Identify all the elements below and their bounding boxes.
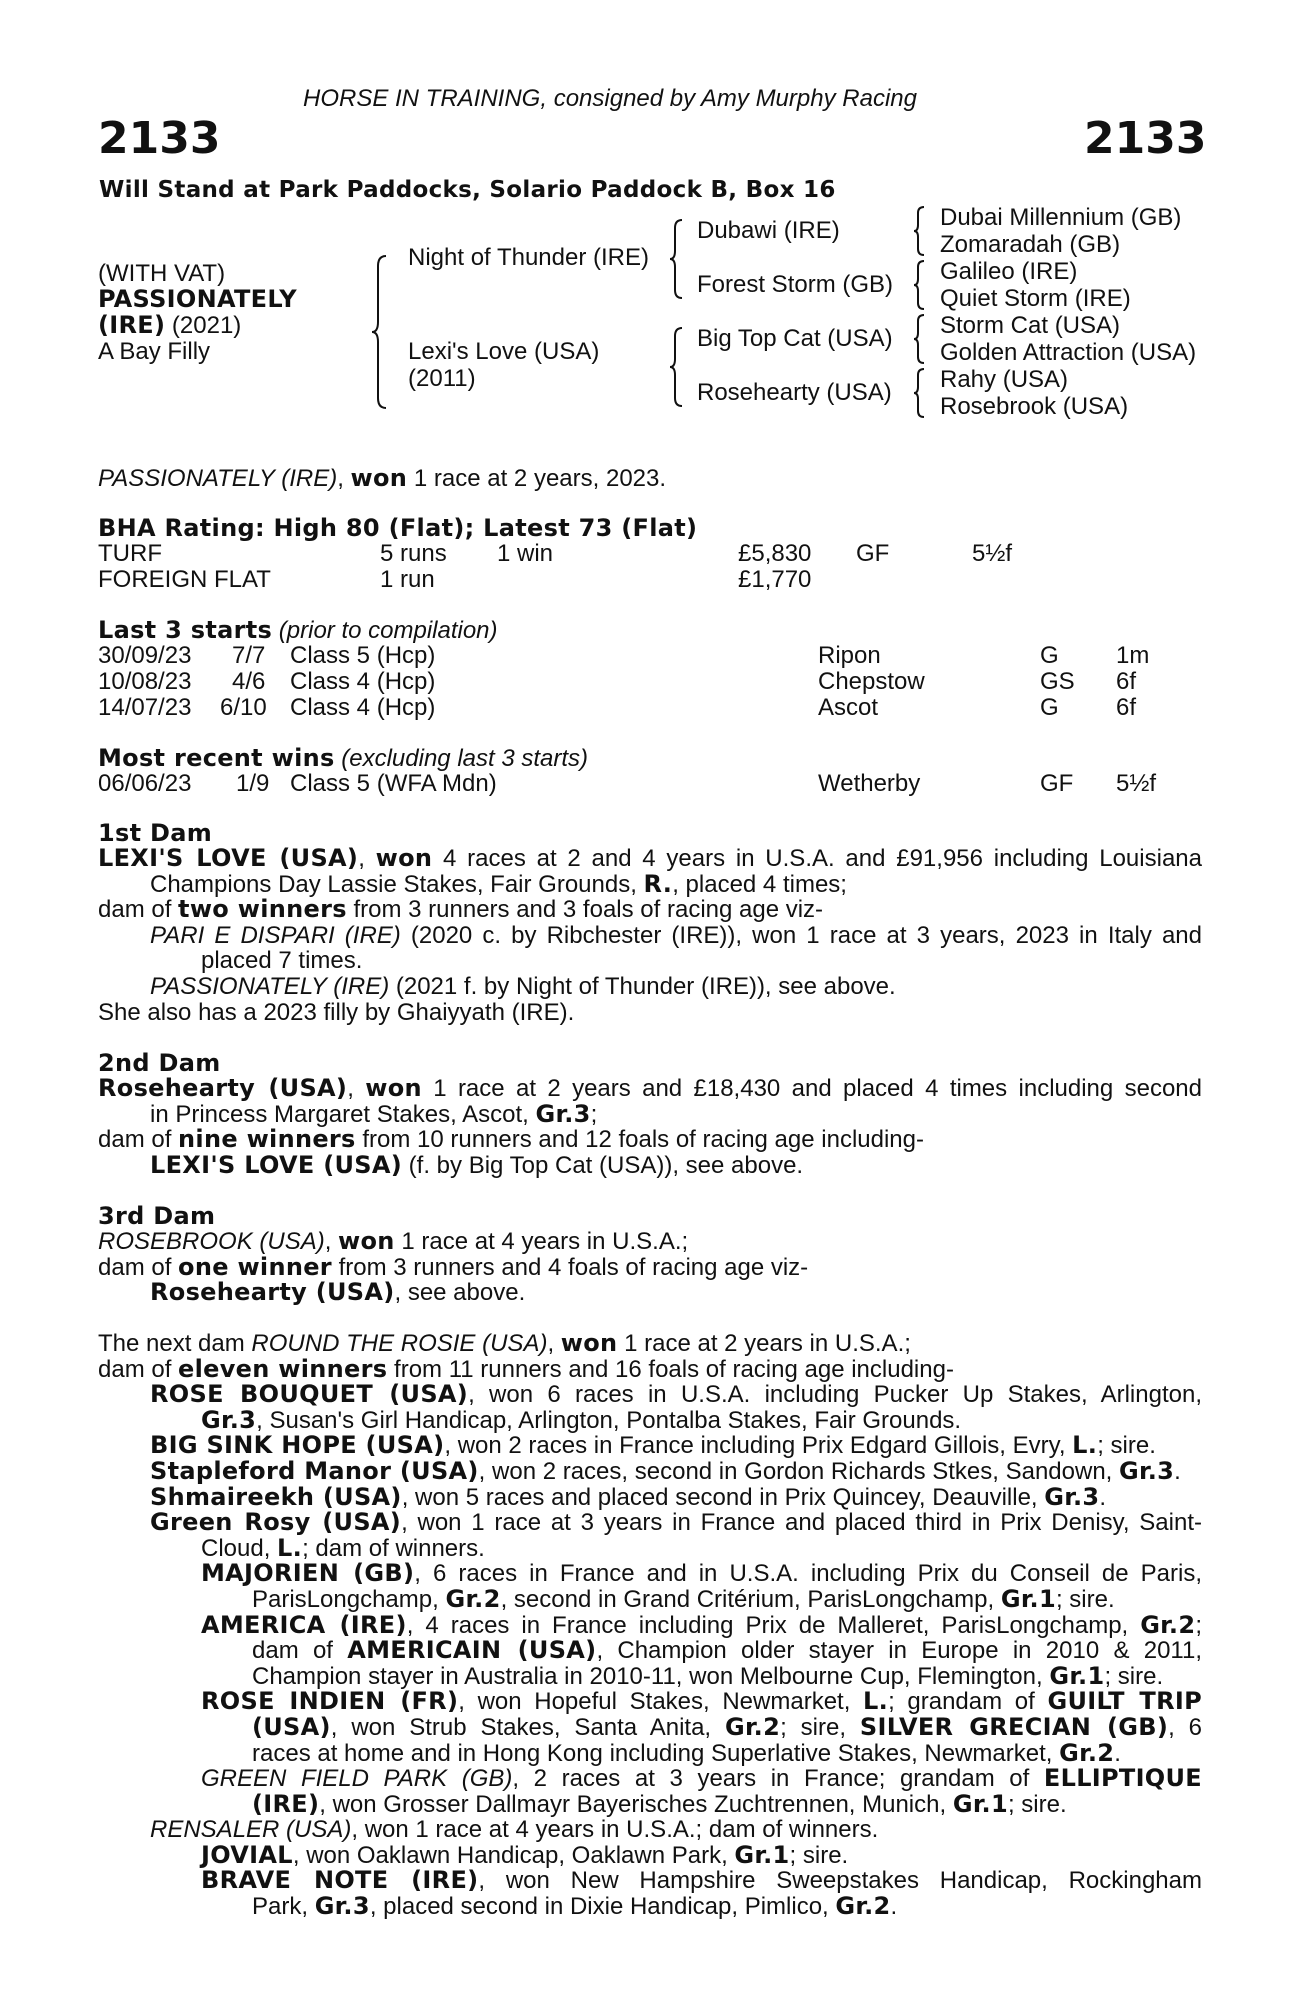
dam1-line — [98, 1000, 1202, 1026]
pedigree-gg-5: Storm Cat (USA) — [940, 312, 1121, 339]
dam2-line — [98, 1099, 1202, 1128]
horse-description: A Bay Filly — [98, 338, 211, 365]
next-dam-line — [98, 1840, 1202, 1869]
pedigree-dam: Lexi's Love (USA) — [408, 338, 600, 365]
text-run: , placed 4 times; — [672, 870, 847, 898]
text-run: placed 7 times. — [201, 947, 363, 975]
win-position: 1/9 — [236, 770, 270, 797]
next-dam-text — [98, 1331, 1202, 1920]
last-starts-title: Last 3 starts — [98, 616, 273, 644]
text-run: (2021 f. by Night of Thunder (IRE)), see above. — [389, 972, 896, 1000]
next-dam-line — [98, 1533, 1202, 1562]
pedigree-dam-dam: Rosehearty (USA) — [697, 379, 892, 406]
text-run: , — [358, 845, 376, 872]
last-starts-note: (prior to compilation) — [272, 617, 498, 644]
text-run: , won Oaklawn Handicap, Oaklawn Park, — [292, 1841, 735, 1869]
pedigree-sire-dam: Forest Storm (GB) — [697, 271, 894, 298]
dam1-line — [98, 948, 1202, 974]
horse-year: (2021) — [165, 312, 242, 339]
text-run: , won 6 races in U.S.A. including Pucker Up Stakes, Arlington, — [468, 1381, 1202, 1409]
recent-wins-title: Most recent wins — [98, 744, 335, 772]
dam3-heading: 3rd Dam — [98, 1202, 216, 1230]
bold-run: Gr.3 — [1044, 1482, 1100, 1511]
start-distance: 6f — [1116, 668, 1137, 695]
start-date: 30/09/23 — [98, 642, 192, 669]
next-dam-line — [98, 1331, 1202, 1357]
text-run: from 10 runners and 12 foals of racing age including- — [355, 1126, 924, 1154]
next-dam-line — [98, 1817, 1202, 1843]
summary-sep: , — [337, 465, 351, 492]
bold-run: Stapleford Manor (USA) — [150, 1456, 479, 1485]
text-run: Cloud, — [201, 1534, 278, 1562]
bold-run: Gr.2 — [835, 1892, 891, 1921]
pedigree-dam-year: (2011) — [408, 365, 476, 392]
lot-number-right: 2133 — [1084, 113, 1207, 164]
next-dam-line — [98, 1354, 1202, 1383]
bold-run: Gr.2 — [724, 1712, 781, 1741]
text-run: Champion stayer in Australia in 2010-11, won Melbourne Cup, Flemington, — [252, 1662, 1050, 1690]
text-run: ; — [590, 1100, 598, 1128]
bold-run: won — [338, 1227, 395, 1255]
text-run: , placed second in Dixie Handicap, Pimlico, — [369, 1893, 836, 1921]
bold-run: won — [365, 1074, 422, 1102]
bold-run: Green Rosy (USA) — [150, 1508, 402, 1537]
horse-name: PASSIONATELY — [98, 285, 297, 313]
text-run: ; sire. — [1007, 1790, 1067, 1818]
text-run: (2020 c. by Ribchester (IRE)), won 1 race at 3 years, 2023 in Italy and — [400, 921, 1203, 949]
start-date: 10/08/23 — [98, 668, 192, 695]
next-dam-line — [98, 1456, 1202, 1485]
italic-run: ROSEBROOK (USA) — [98, 1228, 325, 1255]
win-date: 06/06/23 — [98, 770, 192, 797]
bold-run: L. — [863, 1687, 889, 1716]
next-dam-line — [98, 1894, 1202, 1920]
text-run: dam of — [98, 1355, 179, 1383]
win-course: Wetherby — [818, 770, 921, 797]
bold-run: GUILT TRIP — [1047, 1687, 1202, 1716]
dam1-line — [98, 923, 1202, 949]
text-run: ; sire, — [780, 1713, 860, 1741]
bold-run: AMERICAIN (USA) — [347, 1636, 597, 1665]
bold-run: (IRE) — [252, 1789, 320, 1818]
start-date: 14/07/23 — [98, 694, 192, 721]
vat-note: (WITH VAT) — [98, 260, 226, 287]
dam1-line — [98, 869, 1202, 898]
bold-run: JOVIAL — [201, 1840, 293, 1869]
bold-run: Gr.1 — [952, 1789, 1008, 1818]
dam3-text — [98, 1229, 1202, 1306]
win-going: GF — [1040, 770, 1074, 797]
start-distance: 6f — [1116, 694, 1137, 721]
bold-run: Gr.3 — [535, 1099, 591, 1128]
recent-wins-heading — [98, 745, 588, 772]
dam1-line — [98, 897, 1202, 923]
dam2-text — [98, 1076, 1202, 1178]
rating-turf-distance: 5½f — [972, 540, 1013, 567]
text-run: 1 race at 2 years in U.S.A.; — [617, 1330, 911, 1357]
rating-turf-going: GF — [856, 540, 890, 567]
text-run: ; sire. — [789, 1841, 849, 1869]
bold-run: (USA) — [252, 1712, 331, 1741]
text-run: ; sire. — [1104, 1662, 1164, 1690]
rating-foreign-runs: 1 run — [380, 566, 435, 593]
rating-turf-wins: 1 win — [497, 540, 554, 567]
text-run: She also has a 2023 filly by Ghaiyyath (IRE). — [98, 998, 575, 1026]
text-run: , won Grosser Dallmayr Bayerisches Zuchtrennen, Munich, — [319, 1790, 953, 1818]
bold-run: Shmaireekh (USA) — [150, 1482, 402, 1511]
pedigree-dam-sire: Big Top Cat (USA) — [697, 325, 893, 352]
text-run: , won 1 race at 4 years in U.S.A.; dam of winners. — [351, 1816, 879, 1844]
summary-won: won — [350, 464, 408, 492]
pedigree-brace-dam — [668, 326, 686, 408]
text-run: , second in Grand Critérium, ParisLongchamp, — [500, 1585, 1001, 1613]
win-distance: 5½f — [1116, 770, 1157, 797]
pedigree-gg-3: Galileo (IRE) — [940, 258, 1078, 285]
next-dam-line — [98, 1638, 1202, 1664]
text-run: ; grandam of — [888, 1688, 1048, 1716]
bold-run: Gr.1 — [1000, 1584, 1056, 1613]
bold-run: ELLIPTIQUE — [1043, 1764, 1202, 1793]
rating-foreign-label: FOREIGN FLAT — [98, 566, 271, 593]
start-course: Ascot — [818, 694, 879, 721]
bold-run: R. — [643, 869, 673, 898]
pedigree-brace-g2 — [912, 259, 928, 311]
text-run: ; sire. — [1055, 1585, 1115, 1613]
dam3-line — [98, 1280, 1202, 1306]
bold-run: LEXI'S LOVE (USA) — [150, 1150, 403, 1179]
text-run: , 6 — [1168, 1713, 1202, 1741]
start-class: Class 4 (Hcp) — [290, 668, 436, 695]
text-run: , — [324, 1228, 339, 1255]
dam2-heading: 2nd Dam — [98, 1049, 221, 1077]
bold-run: Gr.3 — [201, 1405, 257, 1434]
text-run: , — [547, 1330, 561, 1357]
start-class: Class 5 (Hcp) — [290, 642, 436, 669]
text-run: , 2 races at 3 years in France; grandam of — [512, 1765, 1044, 1793]
bold-run: Gr.2 — [1140, 1610, 1196, 1639]
next-dam-line — [98, 1510, 1202, 1536]
start-position: 4/6 — [232, 668, 266, 695]
start-going: G — [1040, 694, 1059, 721]
start-distance: 1m — [1116, 642, 1150, 669]
text-run: 1 race at 2 years and £18,430 and placed 4 times including second — [421, 1075, 1202, 1102]
text-run: Park, — [252, 1893, 315, 1921]
pedigree-gg-8: Rosebrook (USA) — [940, 393, 1129, 420]
text-run: , won Hopeful Stakes, Newmarket, — [458, 1688, 864, 1716]
start-position: 6/10 — [220, 694, 267, 721]
next-dam-line — [98, 1610, 1202, 1639]
next-dam-line — [98, 1405, 1202, 1434]
text-run: from 11 runners and 16 foals of racing age including- — [387, 1355, 954, 1383]
race-summary — [98, 465, 666, 492]
pedigree-brace-sire — [668, 218, 686, 300]
consignment-line: HORSE IN TRAINING, consigned by Amy Murphy Racing — [303, 85, 917, 112]
text-run: , 4 races in France including Prix de Malleret, ParisLongchamp, — [406, 1611, 1141, 1639]
stand-location: Will Stand at Park Paddocks, Solario Paddock B, Box 16 — [99, 177, 836, 203]
text-run: . — [1114, 1739, 1121, 1767]
pedigree-gg-2: Zomaradah (GB) — [940, 231, 1121, 258]
horse-country: (IRE) — [98, 311, 166, 339]
italic-run: GREEN FIELD PARK (GB) — [201, 1765, 513, 1793]
text-run: Champions Day Lassie Stakes, Fair Grounds, — [150, 870, 644, 898]
text-run: ; sire. — [1097, 1432, 1156, 1460]
text-run: The next dam — [98, 1330, 252, 1357]
text-run: races at home and in Hong Kong including Superlative Stakes, Newmarket, — [252, 1739, 1060, 1767]
text-run: (f. by Big Top Cat (USA)), see above. — [402, 1151, 804, 1179]
bold-run: one winner — [178, 1252, 332, 1281]
dam3-line — [98, 1252, 1202, 1281]
start-class: Class 4 (Hcp) — [290, 694, 436, 721]
pedigree-brace-main — [370, 254, 390, 410]
text-run: 4 races at 2 and 4 years in U.S.A. and £91,956 including Louisiana — [432, 845, 1202, 872]
text-run: , won 2 races, second in Gordon Richards Stkes, Sandown, — [478, 1457, 1120, 1485]
pedigree-brace-g3 — [912, 313, 928, 365]
bold-run: SILVER GRECIAN (GB) — [859, 1712, 1169, 1741]
bold-run: ROSE BOUQUET (USA) — [150, 1380, 469, 1409]
bold-run: Gr.3 — [314, 1892, 370, 1921]
bold-run: Gr.1 — [1049, 1661, 1105, 1690]
pedigree-gg-7: Rahy (USA) — [940, 366, 1069, 393]
dam2-line — [98, 1150, 1202, 1179]
bold-run: AMERICA (IRE) — [201, 1610, 407, 1639]
pedigree-gg-6: Golden Attraction (USA) — [940, 339, 1197, 366]
text-run: , won 1 race at 3 years in France and placed third in Prix Denisy, Saint- — [401, 1509, 1202, 1537]
italic-run: PARI E DISPARI (IRE) — [150, 921, 401, 949]
text-run: ; dam of winners. — [302, 1534, 485, 1562]
rating-turf-runs: 5 runs — [380, 540, 447, 567]
text-run: dam of — [98, 896, 179, 924]
dam3-line — [98, 1229, 1202, 1255]
text-run: ; — [1195, 1611, 1202, 1639]
text-run: dam of — [98, 1253, 179, 1281]
bold-run: eleven winners — [178, 1354, 388, 1383]
italic-run: PASSIONATELY (IRE) — [150, 972, 390, 1000]
text-run: , Susan's Girl Handicap, Arlington, Pontalba Stakes, Fair Grounds. — [256, 1406, 962, 1434]
next-dam-line — [98, 1868, 1202, 1894]
text-run: , won Strub Stakes, Santa Anita, — [330, 1713, 725, 1741]
text-run: from 3 runners and 3 foals of racing age viz- — [346, 896, 824, 924]
next-dam-line — [98, 1661, 1202, 1690]
text-run: , 6 races in France and in U.S.A. including Prix du Conseil de Paris, — [414, 1560, 1202, 1588]
bold-run: LEXI'S LOVE (USA) — [98, 844, 359, 872]
bold-run: won — [375, 844, 433, 872]
text-run: 1 race at 4 years in U.S.A.; — [394, 1228, 689, 1255]
text-run: , Champion older stayer in Europe in 2010 & 2011, — [596, 1637, 1202, 1665]
dam2-line — [98, 1127, 1202, 1153]
text-run: from 3 runners and 4 foals of racing age viz- — [331, 1253, 809, 1281]
dam2-line — [98, 1076, 1202, 1102]
text-run: , won 5 races and placed second in Prix Quincey, Deauville, — [401, 1483, 1045, 1511]
text-run: . — [890, 1893, 898, 1921]
last-starts-heading — [98, 617, 498, 644]
text-run: . — [1099, 1483, 1107, 1511]
pedigree-brace-g4 — [912, 367, 928, 419]
bold-run: Rosehearty (USA) — [98, 1074, 348, 1102]
bold-run: Gr.2 — [445, 1584, 501, 1613]
pedigree-gg-1: Dubai Millennium (GB) — [940, 204, 1182, 231]
dam1-line — [98, 974, 1202, 1000]
italic-run: RENSALER (USA) — [150, 1816, 352, 1844]
text-run: dam of — [252, 1637, 348, 1665]
summary-horse-name: PASSIONATELY (IRE) — [98, 465, 338, 492]
text-run: in Princess Margaret Stakes, Ascot, — [150, 1100, 536, 1128]
next-dam-line — [98, 1712, 1202, 1741]
pedigree-gg-4: Quiet Storm (IRE) — [940, 285, 1131, 312]
start-course: Ripon — [818, 642, 881, 669]
bold-run: Gr.3 — [1119, 1456, 1175, 1485]
text-run: , won New Hampshire Sweepstakes Handicap, Rockingham — [478, 1867, 1202, 1895]
start-course: Chepstow — [818, 668, 925, 695]
bold-run: nine winners — [178, 1125, 356, 1154]
dam1-heading: 1st Dam — [98, 819, 213, 847]
bold-run: L. — [277, 1533, 303, 1562]
next-dam-line — [98, 1482, 1202, 1511]
dam1-text — [98, 846, 1202, 1025]
win-class: Class 5 (WFA Mdn) — [290, 770, 497, 797]
pedigree-sire-sire: Dubawi (IRE) — [697, 217, 840, 244]
rating-foreign-prize: £1,770 — [738, 566, 812, 593]
rating-heading: BHA Rating: High 80 (Flat); Latest 73 (Flat) — [98, 514, 698, 542]
bold-run: MAJORIEN (GB) — [201, 1559, 415, 1588]
bold-run: two winners — [178, 895, 347, 924]
italic-run: ROUND THE ROSIE (USA) — [251, 1330, 548, 1357]
bold-run: won — [560, 1329, 618, 1357]
horse-suffix-year — [98, 312, 241, 339]
dam1-line — [98, 846, 1202, 872]
start-position: 7/7 — [232, 642, 266, 669]
next-dam-line — [98, 1789, 1202, 1818]
pedigree-brace-g1 — [912, 205, 928, 257]
pedigree-sire: Night of Thunder (IRE) — [408, 244, 649, 271]
text-run: , — [347, 1075, 366, 1102]
bold-run: Gr.1 — [734, 1840, 790, 1869]
text-run: . — [1174, 1457, 1181, 1485]
next-dam-line — [98, 1689, 1202, 1715]
next-dam-line — [98, 1738, 1202, 1767]
next-dam-line — [98, 1382, 1202, 1408]
bold-run: L. — [1072, 1431, 1098, 1460]
start-going: GS — [1040, 668, 1075, 695]
next-dam-line — [98, 1561, 1202, 1587]
text-run: dam of — [98, 1126, 179, 1154]
recent-wins-note: (excluding last 3 starts) — [334, 745, 589, 772]
next-dam-line — [98, 1766, 1202, 1792]
next-dam-line — [98, 1584, 1202, 1613]
text-run: , won 2 races in France including Prix Edgard Gillois, Evry, — [444, 1432, 1073, 1460]
bold-run: ROSE INDIEN (FR) — [201, 1687, 459, 1716]
bold-run: Rosehearty (USA) — [150, 1278, 395, 1307]
bold-run: BRAVE NOTE (IRE) — [201, 1866, 479, 1895]
rating-turf-label: TURF — [98, 540, 162, 567]
text-run: ParisLongchamp, — [252, 1585, 446, 1613]
bold-run: Gr.2 — [1059, 1738, 1115, 1767]
lot-number-left: 2133 — [98, 113, 221, 164]
text-run: , see above. — [394, 1279, 526, 1307]
summary-text: 1 race at 2 years, 2023. — [407, 465, 667, 492]
next-dam-line — [98, 1433, 1202, 1459]
bold-run: BIG SINK HOPE (USA) — [150, 1431, 445, 1460]
start-going: G — [1040, 642, 1059, 669]
rating-turf-prize: £5,830 — [738, 540, 812, 567]
